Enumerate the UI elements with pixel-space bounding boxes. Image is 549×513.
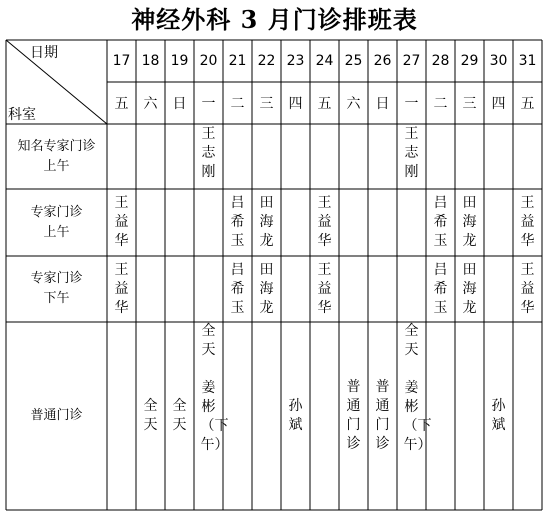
schedule-cell [455,189,484,256]
row-label [6,322,107,510]
date-cell: 28 [431,53,450,69]
doctor-name: 田海龙 [259,261,274,316]
schedule-cell [397,256,426,322]
row-label-text [17,137,95,177]
schedule-cell [426,322,455,510]
doctor-name: 普通门诊 [375,379,390,452]
doctor-name: 王益华 [317,261,332,316]
row-label-line: 专家门诊 [30,271,83,286]
schedule-cell [194,322,229,510]
row-label [6,124,107,189]
schedule-cell [513,322,542,510]
header-date-label: 日期 [30,45,58,61]
schedule-cell [397,322,432,510]
schedule-cell [281,322,310,510]
doctor-name: 吕希玉 [433,261,448,316]
weekday-cell: 六 [346,96,361,112]
doctor-name: 王益华 [317,195,332,249]
weekday-cell: 日 [375,96,390,112]
schedule-cell [484,322,513,510]
schedule-cell [484,124,513,189]
schedule-cell [107,124,136,189]
schedule-cell [397,124,426,189]
schedule-cell [252,124,281,189]
weekday-cell: 五 [520,96,535,112]
weekday-cell: 四 [491,96,506,112]
doctor-name: 田海龙 [462,261,477,316]
date-cell: 29 [460,53,479,69]
schedule-cell [136,256,165,322]
schedule-cell [513,124,542,189]
schedule-cell [223,256,252,322]
schedule-cell [107,322,136,510]
schedule-cell [223,322,252,510]
row-label-text [30,406,82,426]
doctor-name: 田海龙 [462,195,477,249]
weekday-cell: 六 [143,96,158,112]
schedule-cell [455,322,484,510]
date-cell: 26 [373,53,392,69]
schedule-cell [310,189,339,256]
doctor-name: 全天 姜彬（下午） [403,323,432,453]
schedule-cell [223,189,252,256]
schedule-cell [194,189,223,256]
date-cell: 21 [228,53,247,69]
doctor-name: 孙斌 [288,398,303,433]
doctor-name: 孙斌 [491,398,506,433]
row-label-line: 普通门诊 [30,408,83,423]
row-label [6,256,107,322]
schedule-cell [426,256,455,322]
doctor-name: 全天 [172,398,187,433]
weekday-cell: 日 [172,96,187,112]
schedule-cell [310,256,339,322]
date-cell: 19 [170,53,189,69]
date-cell: 31 [518,53,537,69]
schedule-cell [107,189,136,256]
row-label-line: 知名专家门诊 [17,138,96,154]
weekday-cell: 三 [259,96,274,112]
schedule-cell [513,256,542,322]
row-label-text [30,269,82,309]
row-label-line: 上午 [43,158,70,174]
date-cell: 17 [112,53,131,69]
schedule-cell [368,322,397,510]
row-label [6,189,107,256]
schedule-cell [426,189,455,256]
row-label-line: 专家门诊 [30,204,83,220]
schedule-cell [368,256,397,322]
row-label-line: 上午 [43,224,70,240]
date-cell: 30 [489,53,508,69]
header-dept-label: 科室 [8,107,36,123]
page-title: 神经外科 3 月门诊排班表 [131,5,418,34]
doctor-name: 王志刚 [201,126,216,180]
schedule-cell [484,189,513,256]
doctor-name: 田海龙 [259,195,274,249]
weekday-cell: 五 [317,96,332,112]
schedule-cell [165,124,194,189]
doctor-name: 王志刚 [404,126,419,180]
schedule-cell [310,322,339,510]
schedule-cell [339,322,368,510]
schedule-cell [165,256,194,322]
schedule-cell [484,256,513,322]
schedule-cell [194,256,223,322]
doctor-name: 王益华 [520,195,535,249]
doctor-name: 王益华 [114,261,129,316]
schedule-cell [136,322,165,510]
doctor-name: 吕希玉 [230,261,245,316]
date-cell: 18 [141,53,160,69]
schedule-cell [223,124,252,189]
schedule-cell [281,124,310,189]
schedule-cell [252,256,281,322]
schedule-cell [455,256,484,322]
schedule-cell [455,124,484,189]
date-cell: 25 [344,53,363,69]
doctor-name: 王益华 [520,261,535,316]
weekday-cell: 二 [433,96,448,112]
doctor-name: 普通门诊 [346,379,361,452]
weekday-cell: 四 [288,96,303,112]
schedule-cell [339,189,368,256]
doctor-name: 全天 姜彬（下午） [200,323,229,453]
schedule-cell [165,189,194,256]
schedule-cell [368,124,397,189]
schedule-cell [252,322,281,510]
schedule-cell [339,124,368,189]
date-cell: 23 [286,53,305,69]
schedule-cell [339,256,368,322]
date-cell: 27 [402,53,421,69]
date-cell: 20 [199,53,218,69]
doctor-name: 吕希玉 [433,195,448,249]
row-label-text [30,203,82,243]
weekday-cell: 一 [201,96,216,112]
schedule-cell [281,189,310,256]
schedule-cell [107,256,136,322]
schedule-cell [165,322,194,510]
doctor-name: 王益华 [114,195,129,249]
schedule-cell [281,256,310,322]
doctor-name: 吕希玉 [230,195,245,249]
doctor-name: 全天 [143,398,158,433]
schedule-cell [136,189,165,256]
row-label-line: 下午 [43,291,70,306]
weekday-cell: 一 [404,96,419,112]
weekday-cell: 三 [462,96,477,112]
date-cell: 22 [257,53,276,69]
weekday-cell: 二 [230,96,245,112]
weekday-cell: 五 [114,96,129,112]
schedule-cell [368,189,397,256]
schedule-cell [397,189,426,256]
schedule-cell [513,189,542,256]
schedule-cell [426,124,455,189]
schedule-cell [310,124,339,189]
schedule-cell [136,124,165,189]
schedule-cell [194,124,223,189]
date-cell: 24 [315,53,334,69]
schedule-cell [252,189,281,256]
